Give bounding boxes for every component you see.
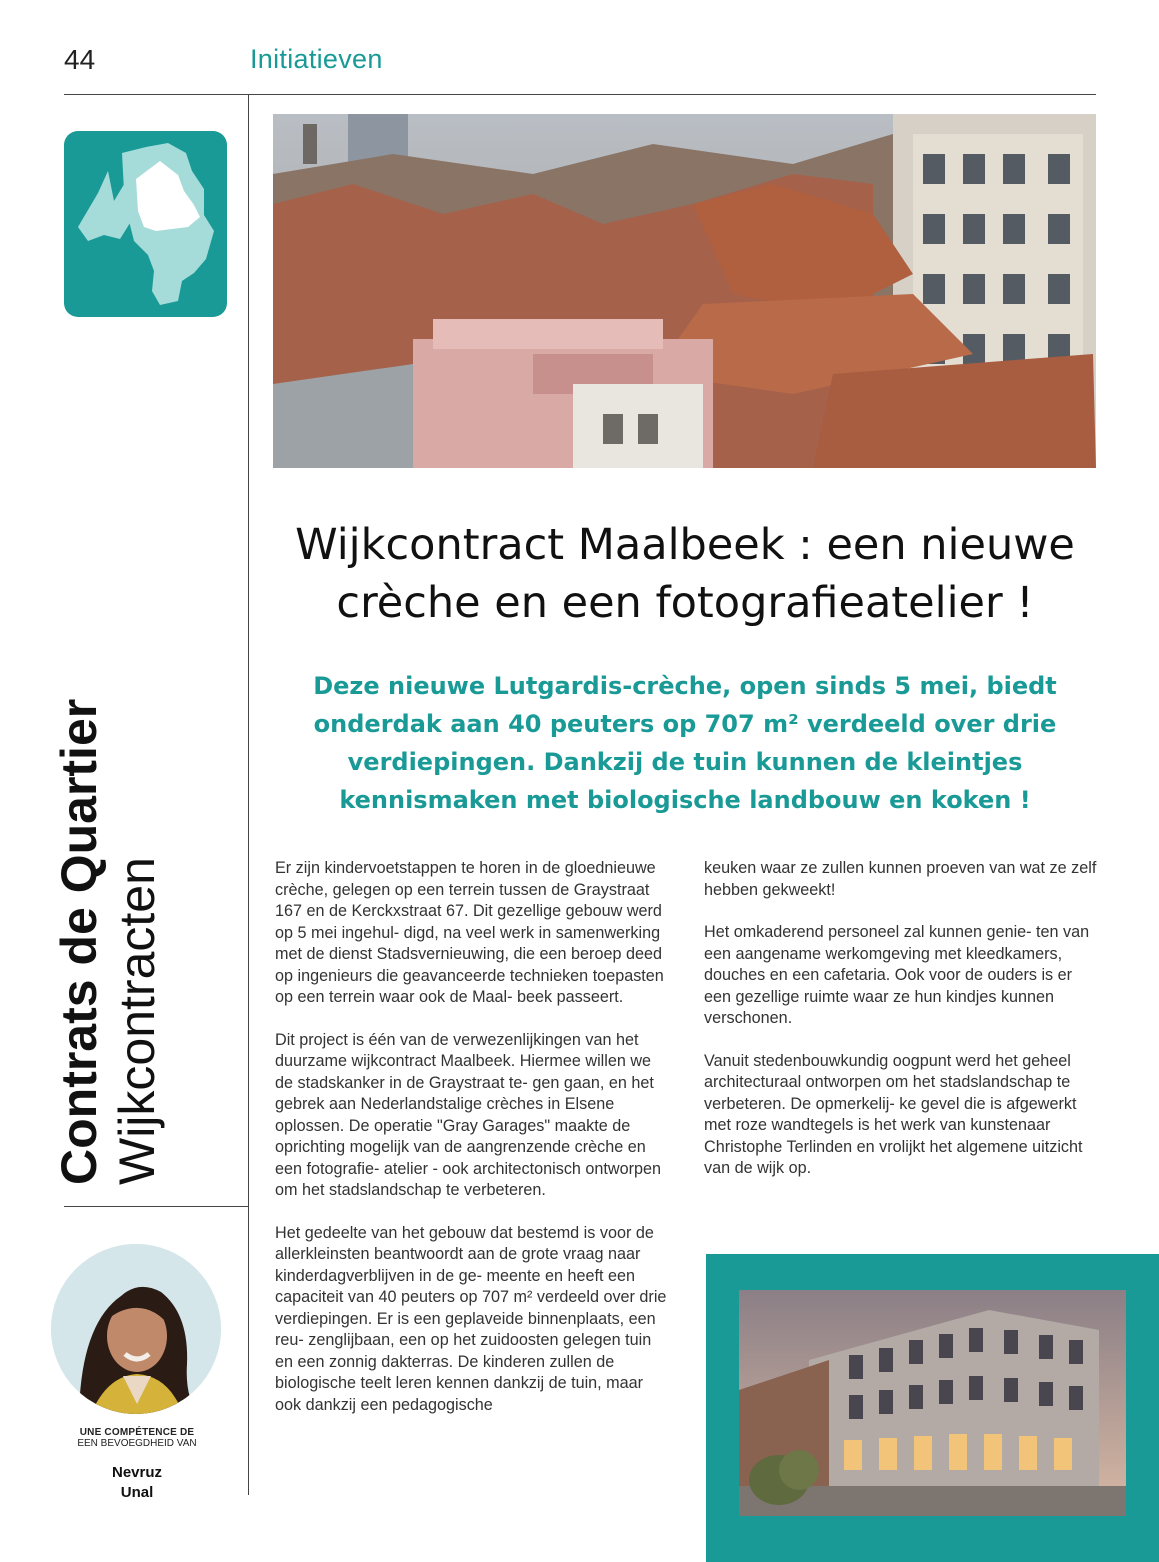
headline-line-1: Wijkcontract Maalbeek : een nieuwe [295, 520, 1075, 570]
title-french: Contrats de Quartier [51, 698, 107, 1185]
paragraph: Dit project is één van de verwezenlijkingen van het duurzame wijkcontract Maalbeek. Hiermee willen we de stadskanker in de Graystraat te- gen gaan, en het gebrek aan Nederlandstalige crèches in Elsene oplossen. De operatie "Gray Garages" maakte de oprichting mogelijk van de aangrenzende crèche en een fotografie- atelier - ook architectonisch ontworpen om het stadslandschap te verbeteren. [275, 1030, 662, 1199]
competence-label [64, 1427, 210, 1449]
article-lead: Deze nieuwe Lutgardis-crèche, open sinds 5 mei, biedt onderdak aan 40 peuters op 707 m² verdeeld over drie verdiepingen. Dankzij de tuin kunnen de kleintjes kennismaken met biologische landbouw en koken ! [313, 672, 1057, 814]
page-number: 44 [64, 44, 96, 75]
paragraph: Vanuit stedenbouwkundig oogpunt werd het geheel architecturaal ontworpen om het stadslandschap te verbeteren. De opmerkelij- ke gevel die is afgewerkt met roze wandtegels is het werk van kunstenaar Christophe Terlinden en vrolijkt het algemene uitzicht van de wijk op. [704, 1051, 1083, 1177]
competence-fr: UNE COMPÉTENCE DE [79, 1427, 195, 1438]
section-label: Initiatieven [250, 44, 383, 74]
header-divider [64, 94, 1096, 95]
author-last-name: Unal [120, 1484, 154, 1501]
paragraph: keuken waar ze zullen kunnen proeven van wat ze zelf hebben gekweekt! [704, 859, 1097, 899]
paragraph: Er zijn kindervoetstappen te horen in de gloednieuwe crèche, gelegen op een terrein tussen de Graystraat 167 en de Kerckxstraat 67. Dit gezellige gebouw werd op 5 mei ingehul- digd, na veel werk in samenwerking met de dienst Stadsvernieuwing, die een beroep deed op ingenieurs die geavanceerde technieken toepasten op een terrein waar ook de Maal- beek passeert. [275, 859, 664, 1006]
competence-nl: EEN BEVOEGDHEID VAN [77, 1438, 197, 1449]
sidebar-rule [64, 1206, 248, 1207]
sidebar-title [50, 700, 180, 1190]
author-portrait [51, 1244, 221, 1414]
paragraph: Het gedeelte van het gebouw dat bestemd is voor de allerkleinsten beantwoordt aan de grote vraag naar kinderdagverblijven in de ge- meente en heeft een capaciteit van 40 peuters op 707 m² verdeeld over drie verdiepingen. Er is een geplaveide binnenplaats, een reu- zenglijbaan, een op het zuidoosten gelegen tuin en een zonnig dakterras. De kinderen zullen de biologische teelt leren kennen dankzij de tuin, maar ook dankzij een pedagogische [275, 1223, 667, 1414]
district-map-icon [64, 131, 227, 317]
author-name [64, 1463, 210, 1503]
article-headline [262, 516, 1108, 632]
body-column-right [704, 858, 1099, 1201]
body-column-left [275, 858, 670, 1437]
title-dutch: Wijkcontracten [109, 857, 165, 1185]
hero-photo [273, 114, 1096, 468]
author-first-name: Nevruz [111, 1464, 163, 1481]
paragraph: Het omkaderend personeel zal kunnen genie- ten van een aangename werkomgeving met kleedkamers, douches en een cafetaria. Ook voor de ouders is er een gezellige ruimte waar ze hun kindjes kunnen verschonen. [704, 923, 1090, 1027]
headline-line-2: crèche en een fotografieatelier ! [336, 578, 1034, 628]
building-photo [739, 1290, 1126, 1516]
sidebar-divider [248, 95, 249, 1495]
